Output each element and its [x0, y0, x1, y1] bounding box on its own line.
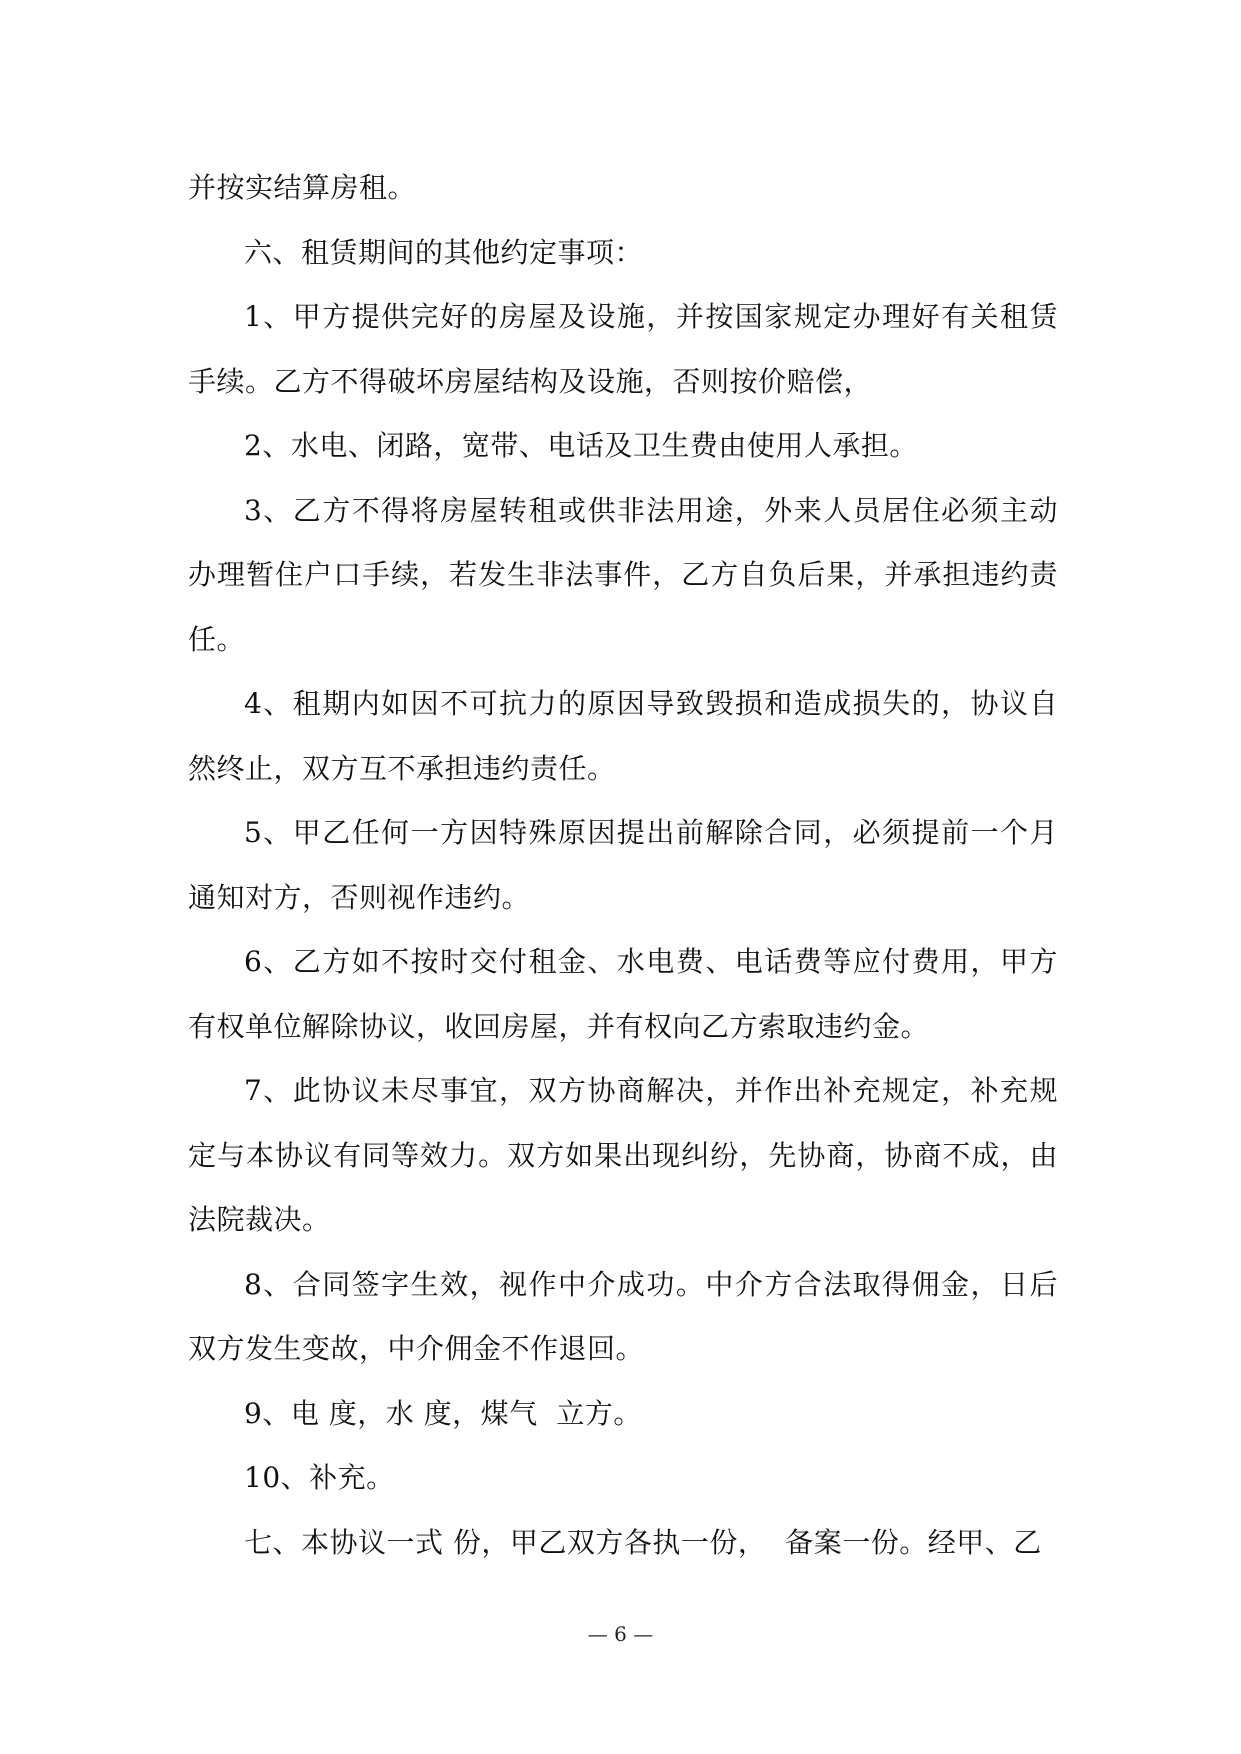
clause-10: 10、补充。 [244, 1461, 395, 1494]
document-body [188, 156, 1058, 1575]
page-number: — 6 — [587, 1622, 654, 1646]
section-heading-seven: 七、本协议一式 份，甲乙双方各执一份， 备案一份。经甲、乙 [244, 1525, 1042, 1559]
clause-5: 5、甲乙任何一方因特殊原因提出前解除合同，必须提前一个月通知对方，否则视作违约。 [188, 816, 1058, 914]
clause-6: 6、乙方如不按时交付租金、水电费、电话费等应付费用，甲方有权单位解除协议，收回房屋，并有权向乙方索取违约金。 [188, 945, 1058, 1043]
clause-2: 2、水电、闭路，宽带、电话及卫生费由使用人承担。 [244, 429, 918, 462]
clause-9: 9、电 度，水 度，煤气 立方。 [244, 1396, 642, 1430]
clause-4: 4、租期内如因不可抗力的原因导致毁损和造成损失的，协议自然终止，双方互不承担违约责任。 [188, 687, 1058, 785]
clause-1: 1、甲方提供完好的房屋及设施，并按国家规定办理好有关租赁手续。乙方不得破坏房屋结构及设施，否则按价赔偿， [188, 300, 1058, 398]
clause-7: 7、此协议未尽事宜，双方协商解决，并作出补充规定，补充规定与本协议有同等效力。双方如果出现纠纷，先协商，协商不成，由法院裁决。 [188, 1074, 1058, 1236]
section-heading-six: 六、租赁期间的其他约定事项： [244, 235, 644, 269]
clause-3: 3、乙方不得将房屋转租或供非法用途，外来人员居住必须主动办理暂住户口手续，若发生非法事件，乙方自负后果，并承担违约责任。 [188, 493, 1058, 656]
paragraph-continuation: 并按实结算房租。 [188, 171, 417, 204]
clause-8: 8、合同签字生效，视作中介成功。中介方合法取得佣金，日后双方发生变故，中介佣金不作退回。 [188, 1267, 1058, 1365]
